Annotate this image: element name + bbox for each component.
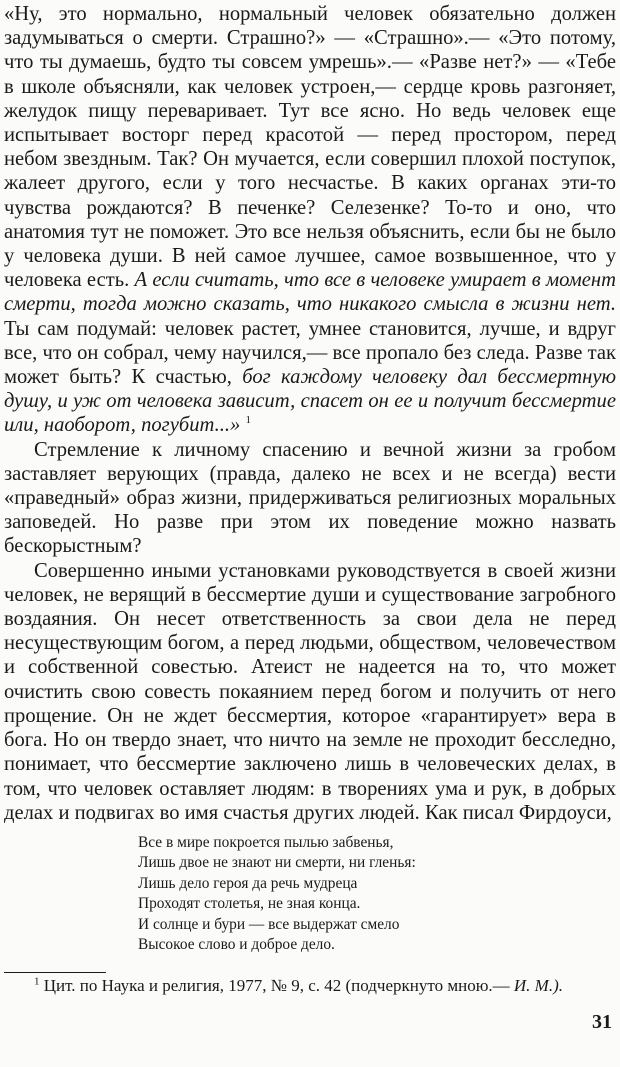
body-text <box>4 2 616 825</box>
paragraph <box>4 438 616 559</box>
footnote-text: Цит. по Наука и религия, 1977, № 9, с. 42 (подчеркнуто мною.— <box>39 975 514 995</box>
paragraph <box>4 559 616 825</box>
poem-line: Высокое слово и доброе дело. <box>138 936 335 954</box>
text-run: Совершенно иными установками руководствуется в своей жизни человек, не верящий в бессмертие души и существование загробного воздаяния. Он несет ответственность за свои дела не перед несуществующим богом, а перед людьми, обществом, человечеством и собственной совестью. Атеист не надеется на то, что может очистить свою совесть покаянием перед богом и получить от него прощение. Он не ждет бессмертия, которое «гарантирует» вера в бога. Но он твердо знает, что ничто на земле не проходит бесследно, понимает, что бессмертие заключено лишь в человеческих делах, в том, что человек оставляет людям: в творениях ума и рук, в добрых делах и подвигах во имя счастья других людей. Как писал Фирдоуси, <box>4 559 616 824</box>
book-page <box>4 2 616 997</box>
text-run: «Ну, это нормально, нормальный человек обязательно должен задумываться о смерти. Страшно?» — «Страшно».— «Это потому, что ты думаешь, будто ты совсем умрешь».— «Разве нет?» — «Тебе в школе объясняли, как человек устроен,— сердце кровь разгоняет, желудок пищу переваривает. Тут все ясно. Но ведь человек еще испытывает восторг перед красотой — перед простором, перед небом звездным. Так? Он мучается, если совершил плохой поступок, жалеет другого, если у того несчастье. В каких органах эти-то чувства рождаются? В печенке? Селезенке? То-то и оно, что анатомия тут не поможет. Это все нельзя объяснить, если бы не было у человека души. В ней самое лучшее, самое возвышенное, что у человека есть. <box>4 3 616 292</box>
footnote-author: И. М.). <box>513 975 563 995</box>
emphasis-text: бог каждому человеку дал бессмертную душу, и уж от человека зависит, спасет он ее и получит бессмертие или, наоборот, погубит...» <box>4 366 616 437</box>
footnote-divider <box>4 972 106 973</box>
paragraph <box>4 2 616 438</box>
poem-line: Все в мире покроется пылью забвенья, <box>138 833 394 851</box>
poem-line: И солнце и бури — все выдержат смело <box>138 915 400 933</box>
poem-line: Проходят столетья, не зная конца. <box>138 895 361 913</box>
emphasis-text: А если считать, что все в человеке умирает в момент смерти, тогда можно сказать, что никакого смысла в жизни нет. <box>4 269 616 316</box>
poem-line: Лишь дело героя да речь мудреца <box>138 874 358 892</box>
page-number: 31 <box>592 1011 612 1033</box>
poem-quote <box>138 833 616 956</box>
text-run: Стремление к личному спасению и вечной жизни за гробом заставляет верующих (правда, далеко не всех и не всегда) вести «праведный» образ жизни, придерживаться религиозных моральных заповедей. Но разве при этом их поведение можно назвать бескорыстным? <box>4 438 616 558</box>
footnote-reference: 1 <box>245 414 252 427</box>
footnote <box>4 975 616 998</box>
footnote-marker: 1 <box>34 975 40 988</box>
text-run: Ты сам подумай: человек растет, умнее становится, лучше, и вдруг все, что он собрал, чему научился,— все пропало без следа. Разве так может быть? К счастью, <box>4 317 616 389</box>
poem-line: Лишь двое не знают ни смерти, ни гленья: <box>138 854 416 872</box>
